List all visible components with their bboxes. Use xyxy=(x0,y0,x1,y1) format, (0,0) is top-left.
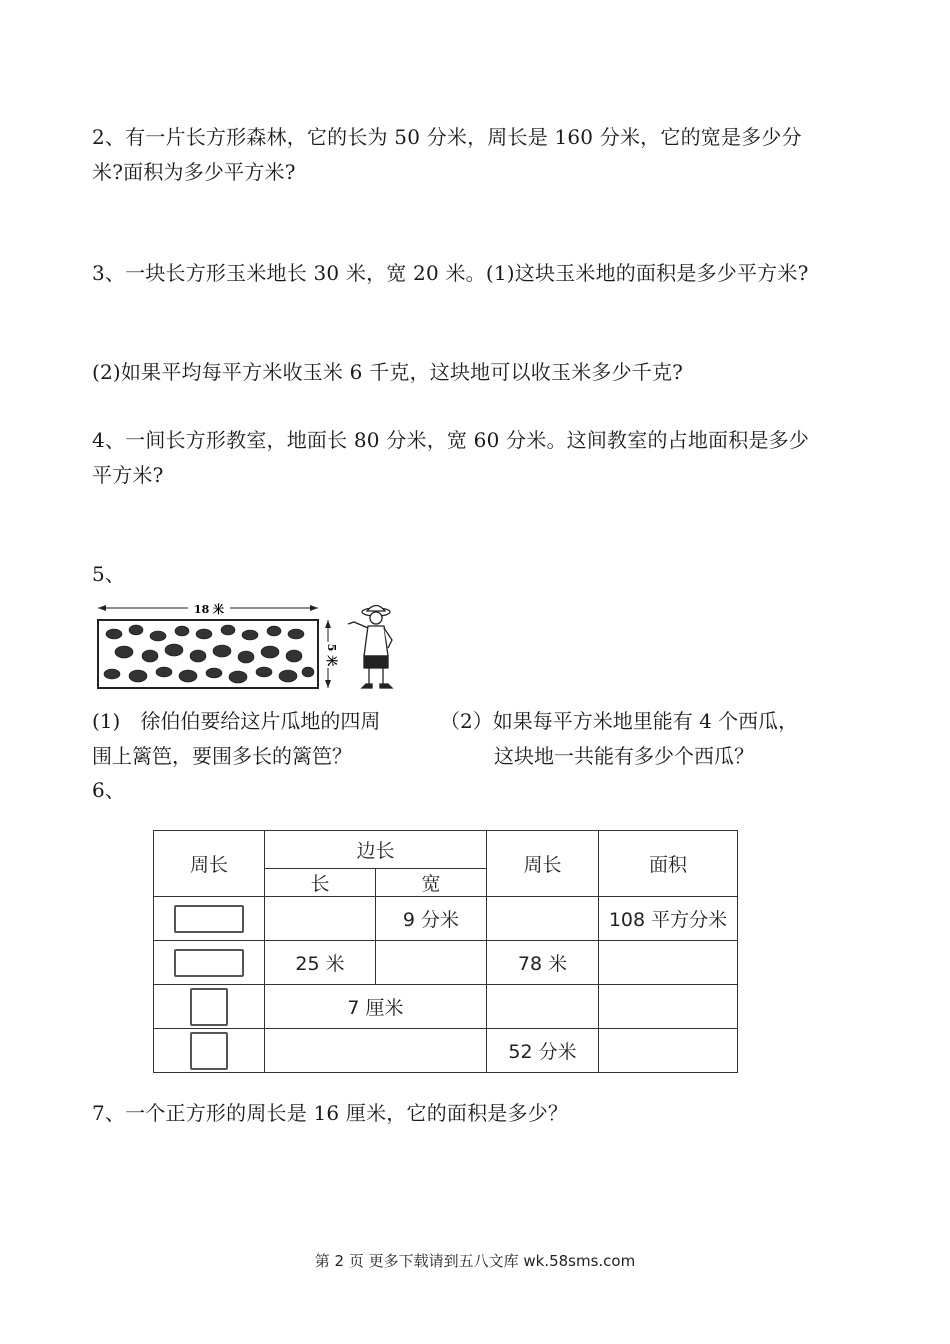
arrow-right-icon xyxy=(310,605,318,611)
length-label: 18 米 xyxy=(193,603,225,616)
q5-part2-line-2: 这块地一共能有多少个西瓜？ xyxy=(494,744,754,768)
side-cell xyxy=(265,1029,487,1073)
area-cell xyxy=(599,941,738,985)
width-cell xyxy=(376,941,487,985)
perimeter-cell: 52 分米 xyxy=(487,1029,599,1073)
width-label: 5 米 xyxy=(325,643,338,667)
q5-part1-line-2: 围上篱笆，要围多长的篱笆？ xyxy=(92,744,352,768)
area-cell xyxy=(599,985,738,1029)
shape-cell xyxy=(154,1029,265,1073)
perimeter-cell: 78 米 xyxy=(487,941,599,985)
q2-line-1: 2、有一片长方形森林，它的长为 50 分米，周长是 160 分米，它的宽是多少分 xyxy=(92,125,802,149)
shape-cell xyxy=(154,985,265,1029)
q4-line-1: 4、一间长方形教室，地面长 80 分米，宽 60 分米。这间教室的占地面积是多少 xyxy=(92,428,810,452)
side-cell: 7 厘米 xyxy=(265,985,487,1029)
square-icon xyxy=(190,988,228,1026)
table-row xyxy=(154,1029,738,1073)
q5-number: 5、 xyxy=(92,562,126,586)
length-cell: 25 米 xyxy=(265,941,376,985)
length-cell xyxy=(265,897,376,941)
perimeter-cell xyxy=(487,897,599,941)
q2-line-2: 米?面积为多少平方米? xyxy=(92,160,296,184)
header-width: 宽 xyxy=(376,869,487,897)
header-shape: 周长 xyxy=(154,831,265,897)
header-area: 面积 xyxy=(599,831,738,897)
arrow-left-icon xyxy=(98,605,106,611)
rectangle-icon xyxy=(174,949,244,977)
arrow-down-icon xyxy=(325,680,331,688)
q5-part1-line-1: (1) 徐伯伯要给这片瓜地的四周 xyxy=(92,709,381,733)
shape-cell xyxy=(154,941,265,985)
header-perimeter: 周长 xyxy=(487,831,599,897)
table-row xyxy=(154,897,738,941)
rectangle-icon xyxy=(174,905,244,933)
perimeter-cell xyxy=(487,985,599,1029)
shape-cell xyxy=(154,897,265,941)
square-icon xyxy=(190,1032,228,1070)
q6-number: 6、 xyxy=(92,778,126,802)
area-cell xyxy=(599,1029,738,1073)
farmer-icon xyxy=(348,606,392,689)
page-footer: 第 2 页 更多下载请到五八文库 wk.58sms.com xyxy=(314,1252,636,1270)
arrow-up-icon xyxy=(325,620,331,628)
q3-line-1: 3、一块长方形玉米地长 30 米，宽 20 米。(1)这块玉米地的面积是多少平方米? xyxy=(92,261,809,285)
melon-field-figure xyxy=(96,600,416,700)
width-cell: 9 分米 xyxy=(376,897,487,941)
table-row xyxy=(154,985,738,1029)
header-length: 长 xyxy=(265,869,376,897)
q7-line-1: 7、一个正方形的周长是 16 厘米，它的面积是多少？ xyxy=(92,1101,569,1125)
q5-part2-line-1: （2）如果每平方米地里能有 4 个西瓜， xyxy=(440,709,799,733)
q3-line-2: (2)如果平均每平方米收玉米 6 千克，这块地可以收玉米多少千克? xyxy=(92,360,684,384)
table-row xyxy=(154,941,738,985)
header-side: 边长 xyxy=(265,831,487,869)
area-perimeter-table xyxy=(153,830,738,1073)
q4-line-2: 平方米? xyxy=(92,463,164,487)
area-cell: 108 平方分米 xyxy=(599,897,738,941)
